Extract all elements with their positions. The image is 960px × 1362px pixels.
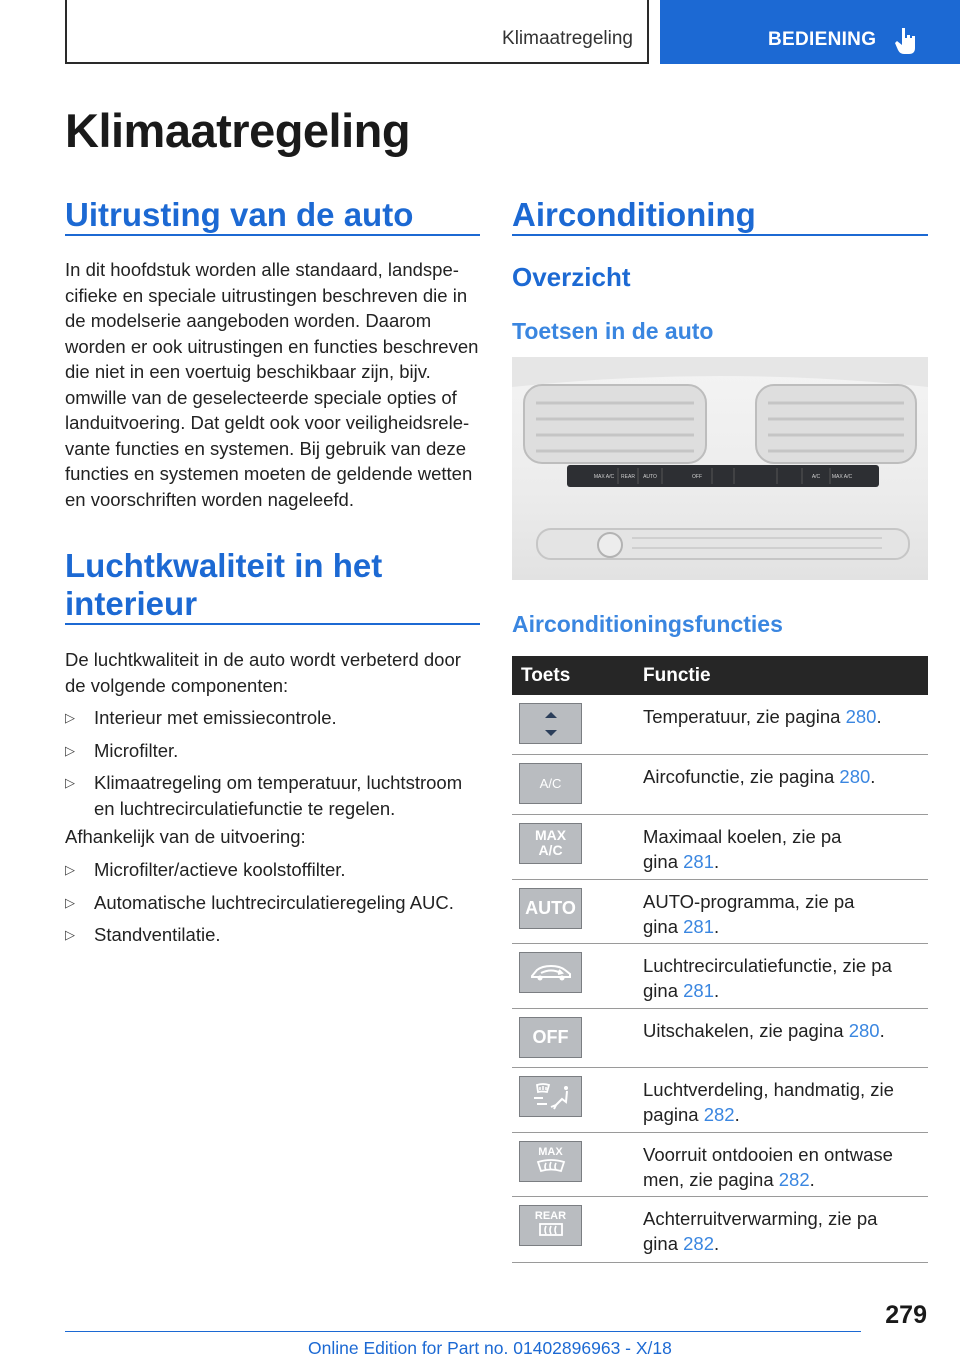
list-item: ▷ Interieur met emissiecontrole. [65,705,483,731]
function-text: Luchtrecirculatiefunctie, zie pa [643,954,892,976]
function-text: Voorruit ontdooien en ontwase [643,1143,893,1165]
page-ref-link[interactable]: 280 [845,706,877,727]
heading-equipment: Uitrusting van de auto [65,196,414,233]
heading-buttons: Toetsen in de auto [512,318,714,344]
table-row: Luchtrecirculatiefunctie, zie pa gina 281. [512,943,928,1008]
depending-label: Afhankelijk van de uitvoering: [65,826,306,847]
page-ref-link[interactable]: 282 [683,1232,714,1254]
list-item: ▷ Automatische luchtrecirculatieregeling AUC. [65,890,483,916]
function-text: men, zie pagina [643,1168,774,1190]
page-ref-link[interactable]: 281 [683,979,714,1001]
list-item: ▷ Standventilatie. [65,922,483,948]
footer-rule [65,1331,861,1332]
recirculation-car-icon [519,952,582,993]
heading-airconditioning: Airconditioning [512,196,756,233]
page-ref-link[interactable]: 282 [778,1168,810,1190]
panel-label: REAR [621,474,635,480]
page-ref-link[interactable]: 282 [703,1103,735,1125]
auto-key-icon: AUTO [519,888,582,929]
table-row: Luchtverdeling, handmatig, zie pagina 282. [512,1067,928,1132]
function-text: Achterruitverwarming, zie pa [643,1207,878,1229]
climate-control-panel-photo [512,357,928,580]
heading-air-quality-rule [65,623,480,625]
column-header-function: Functie [629,656,928,695]
heading-overview: Overzicht [512,262,631,292]
air-quality-list [65,705,483,828]
hand-pointer-icon [893,26,919,56]
page-number: 279 [885,1301,927,1329]
list-item: ▷ Microfilter/actieve koolstoffilter. [65,857,483,883]
max-defrost-label: MAX [538,1145,563,1158]
function-text: gina [643,850,678,872]
function-text: gina [643,915,678,937]
dashboard-vents-icon [512,357,928,580]
panel-label: MAX A/C [831,474,853,480]
heading-functions: Airconditioningsfuncties [512,611,783,637]
table-header-row [512,656,928,695]
function-text: Uitschakelen, zie pagina [643,1019,844,1041]
page-title: Klimaatregeling [65,104,411,157]
panel-label: AUTO [643,474,657,480]
heading-air-quality: Luchtkwaliteit in het interieur [65,547,383,622]
panel-label: OFF [692,474,702,480]
function-text: pagina [643,1103,699,1125]
equipment-paragraph: In dit hoofdstuk worden alle standaard, landspecifieke en speciale uitrustingen beschreven die in de modelserie aangeboden worden. Daarom worden er ook uitrustingen en functies beschreven die niet in een voertuig beschikbaar zijn, bijv. omwille van de geselecteerde speciale opties of landuitvoering. Dat geldt ook voor veiligheidsrelevante functies en systemen. Bij gebruik van deze functies en systemen moeten de geldende wetten en voorschriften worden nageleefd. [65,259,479,510]
panel-label: A/C [811,474,821,480]
function-text: AUTO-programma, zie pa [643,890,855,912]
air-quality-intro: De luchtkwaliteit in de auto wordt verbeterd door de volgende componenten: [65,649,461,696]
max-defrost-icon [519,1141,582,1182]
function-text: gina [643,979,678,1001]
max-ac-key-icon: MAX A/C [519,823,582,864]
header-section-box [65,0,649,64]
function-text: gina [643,1232,678,1254]
functions-table [512,656,928,1263]
footer-edition: Online Edition for Part no. 01402896963 - X/18 [308,1338,672,1358]
heading-equipment-rule [65,234,480,236]
function-text: Maximaal koelen, zie pa [643,825,842,847]
table-row: AUTO AUTO-programma, zie pa gina 281. [512,879,928,943]
list-item: ▷ Klimaatregeling om temperatuur, luchtstroom en luchtrecirculatiefunctie te regelen. [65,770,483,821]
table-row: Temperatuur, zie pagina 280. [512,695,928,754]
rear-defrost-label: REAR [534,1209,567,1222]
page-ref-link[interactable]: 280 [848,1019,880,1041]
panel-label: MAX A/C [593,474,615,480]
list-item: ▷ Microfilter. [65,738,483,764]
heading-airconditioning-rule [512,234,928,236]
header-chapter-label: BEDIENING [768,29,877,50]
page-ref-link[interactable]: 281 [683,850,714,872]
table-row: A/C Aircofunctie, zie pagina 280. [512,754,928,814]
page-ref-link[interactable]: 280 [839,765,871,787]
function-text: Luchtverdeling, handmatig, zie [643,1078,894,1100]
off-key-icon: OFF [519,1017,582,1058]
table-row: MAX Voorruit ontdooien en ontwase men, zie pagina 282. [512,1132,928,1196]
column-header-key: Toets [512,656,629,695]
table-row: MAX A/C Maximaal koelen, zie pa gina 281. [512,814,928,879]
function-text: Temperatuur, zie pagina [643,706,841,727]
equipment-option-list [65,857,483,955]
ac-key-icon: A/C [519,763,582,804]
temperature-arrows-icon [519,703,582,744]
header-section-title: Klimaatregeling [502,28,633,49]
rear-defrost-icon [519,1205,582,1246]
air-distribution-icon [519,1076,582,1117]
page-ref-link[interactable]: 281 [683,915,714,937]
table-row: OFF Uitschakelen, zie pagina 280. [512,1008,928,1067]
function-text: Aircofunctie, zie pagina [643,765,835,787]
table-row: REAR Achterruitverwarming, zie pa gina 282. [512,1196,928,1262]
